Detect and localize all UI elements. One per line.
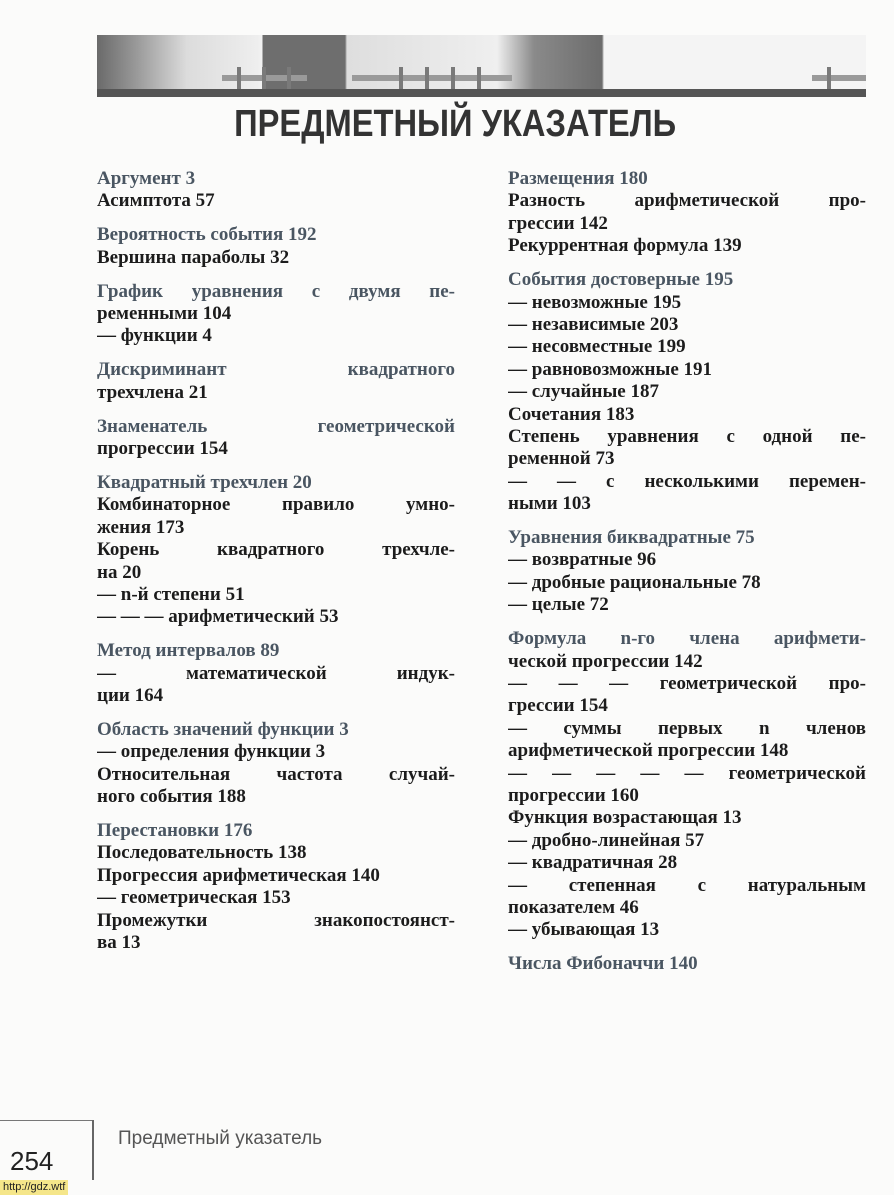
banner-tick bbox=[451, 67, 455, 89]
index-group bbox=[97, 640, 455, 707]
index-entry: жения 173 bbox=[97, 516, 185, 538]
index-entry: — целые 72 bbox=[508, 594, 609, 616]
index-group bbox=[97, 359, 455, 404]
footer-rule bbox=[0, 1120, 93, 1121]
running-title: Предметный указатель bbox=[118, 1128, 323, 1149]
banner-tick bbox=[262, 67, 266, 89]
index-entry: — определения функции 3 bbox=[97, 741, 326, 763]
index-entry: Относительная частота случай- bbox=[97, 763, 455, 785]
banner-tick bbox=[425, 67, 429, 89]
index-entry: Знаменатель геометрической bbox=[97, 415, 455, 437]
index-entry: Рекуррентная формула 139 bbox=[508, 235, 742, 257]
index-entry: ременной 73 bbox=[508, 448, 615, 470]
index-entry: ческой прогрессии 142 bbox=[508, 650, 703, 672]
index-left-column bbox=[97, 168, 455, 966]
index-group bbox=[508, 953, 866, 975]
index-entry: Последовательность 138 bbox=[97, 842, 307, 864]
index-group bbox=[97, 281, 455, 348]
index-group bbox=[97, 416, 455, 461]
index-entry: — математической индук- bbox=[97, 662, 455, 684]
banner-tick bbox=[287, 67, 291, 89]
index-entry: ции 164 bbox=[97, 685, 164, 707]
index-entry: События достоверные 195 bbox=[508, 269, 734, 291]
index-entry: — — — — — геометрической bbox=[508, 762, 866, 784]
watermark-link[interactable]: http://gdz.wtf bbox=[0, 1180, 68, 1195]
index-entry: График уравнения с двумя пе- bbox=[97, 280, 455, 302]
banner-tick bbox=[399, 67, 403, 89]
index-entry: ременными 104 bbox=[97, 303, 232, 325]
index-entry: — независимые 203 bbox=[508, 313, 679, 335]
index-group bbox=[97, 168, 455, 213]
index-entry: — — с несколькими перемен- bbox=[508, 470, 866, 492]
index-right-column bbox=[508, 168, 866, 987]
decorative-header-banner bbox=[97, 35, 866, 97]
index-entry: Числа Фибоначчи 140 bbox=[508, 953, 698, 975]
index-entry: Функция возрастающая 13 bbox=[508, 807, 742, 829]
index-entry: Асимптота 57 bbox=[97, 190, 215, 212]
index-entry: Разность арифметической про- bbox=[508, 190, 866, 212]
index-entry: грессии 154 bbox=[508, 695, 608, 717]
index-entry: Промежутки знакопостоянст- bbox=[97, 909, 455, 931]
index-entry: Аргумент 3 bbox=[97, 168, 196, 189]
index-entry: — геометрическая 153 bbox=[97, 887, 291, 909]
index-entry: Корень квадратного трехчле- bbox=[97, 539, 455, 561]
index-entry: — невозможные 195 bbox=[508, 291, 682, 313]
index-entry: Формула n-го члена арифмети- bbox=[508, 628, 866, 650]
page-number: 254 bbox=[10, 1146, 54, 1176]
index-entry: — квадратичная 28 bbox=[508, 852, 678, 874]
banner-tick bbox=[827, 67, 831, 89]
index-entry: — возвратные 96 bbox=[508, 549, 657, 571]
banner-bar bbox=[97, 89, 866, 97]
index-group bbox=[97, 224, 455, 269]
index-entry: — дробно-линейная 57 bbox=[508, 829, 705, 851]
index-entry: прогрессии 160 bbox=[508, 784, 639, 806]
index-entry: ными 103 bbox=[508, 493, 591, 515]
index-entry: — дробные рациональные 78 bbox=[508, 571, 761, 593]
index-entry: — функции 4 bbox=[97, 325, 212, 347]
index-entry: грессии 142 bbox=[508, 212, 608, 234]
index-group bbox=[97, 719, 455, 809]
banner-rail bbox=[812, 75, 866, 81]
index-entry: на 20 bbox=[97, 561, 142, 583]
index-entry: Вершина параболы 32 bbox=[97, 246, 290, 268]
index-entry: — — — геометрической про- bbox=[508, 672, 866, 694]
index-group bbox=[508, 628, 866, 942]
index-entry: — суммы первых n членов bbox=[508, 717, 866, 739]
banner-rail bbox=[352, 75, 512, 81]
page-title: ПРЕДМЕТНЫЙ УКАЗАТЕЛЬ bbox=[234, 103, 677, 145]
index-entry: прогрессии 154 bbox=[97, 438, 228, 460]
index-entry: — случайные 187 bbox=[508, 381, 659, 403]
index-entry: Прогрессия арифметическая 140 bbox=[97, 864, 380, 886]
banner-tick bbox=[477, 67, 481, 89]
index-entry: — несовместные 199 bbox=[508, 336, 686, 358]
index-entry: Размещения 180 bbox=[508, 168, 648, 189]
index-entry: арифметической прогрессии 148 bbox=[508, 740, 789, 762]
index-entry: — — — арифметический 53 bbox=[97, 606, 339, 628]
index-group bbox=[508, 269, 866, 515]
footer-divider bbox=[92, 1120, 94, 1180]
index-entry: Вероятность события 192 bbox=[97, 224, 317, 246]
index-entry: ва 13 bbox=[97, 932, 141, 954]
index-entry: Степень уравнения с одной пе- bbox=[508, 425, 866, 447]
index-entry: — n-й степени 51 bbox=[97, 583, 245, 605]
index-entry: показателем 46 bbox=[508, 896, 639, 918]
index-entry: Сочетания 183 bbox=[508, 403, 635, 425]
banner-tick bbox=[237, 67, 241, 89]
index-entry: ного события 188 bbox=[97, 786, 246, 808]
index-entry: Перестановки 176 bbox=[97, 820, 253, 842]
index-entry: — убывающая 13 bbox=[508, 919, 660, 941]
index-group bbox=[97, 472, 455, 629]
index-entry: Уравнения биквадратные 75 bbox=[508, 527, 755, 549]
index-entry: Квадратный трехчлен 20 bbox=[97, 471, 312, 493]
index-entry: Дискриминант квадратного bbox=[97, 359, 455, 381]
index-group bbox=[508, 527, 866, 617]
index-group bbox=[508, 168, 866, 258]
index-entry: — степенная с натуральным bbox=[508, 874, 866, 896]
index-entry: трехчлена 21 bbox=[97, 381, 208, 403]
index-group bbox=[97, 820, 455, 954]
index-entry: Область значений функции 3 bbox=[97, 718, 349, 740]
index-entry: — равновозможные 191 bbox=[508, 358, 713, 380]
index-entry: Метод интервалов 89 bbox=[97, 640, 280, 662]
index-entry: Комбинаторное правило умно- bbox=[97, 494, 455, 516]
